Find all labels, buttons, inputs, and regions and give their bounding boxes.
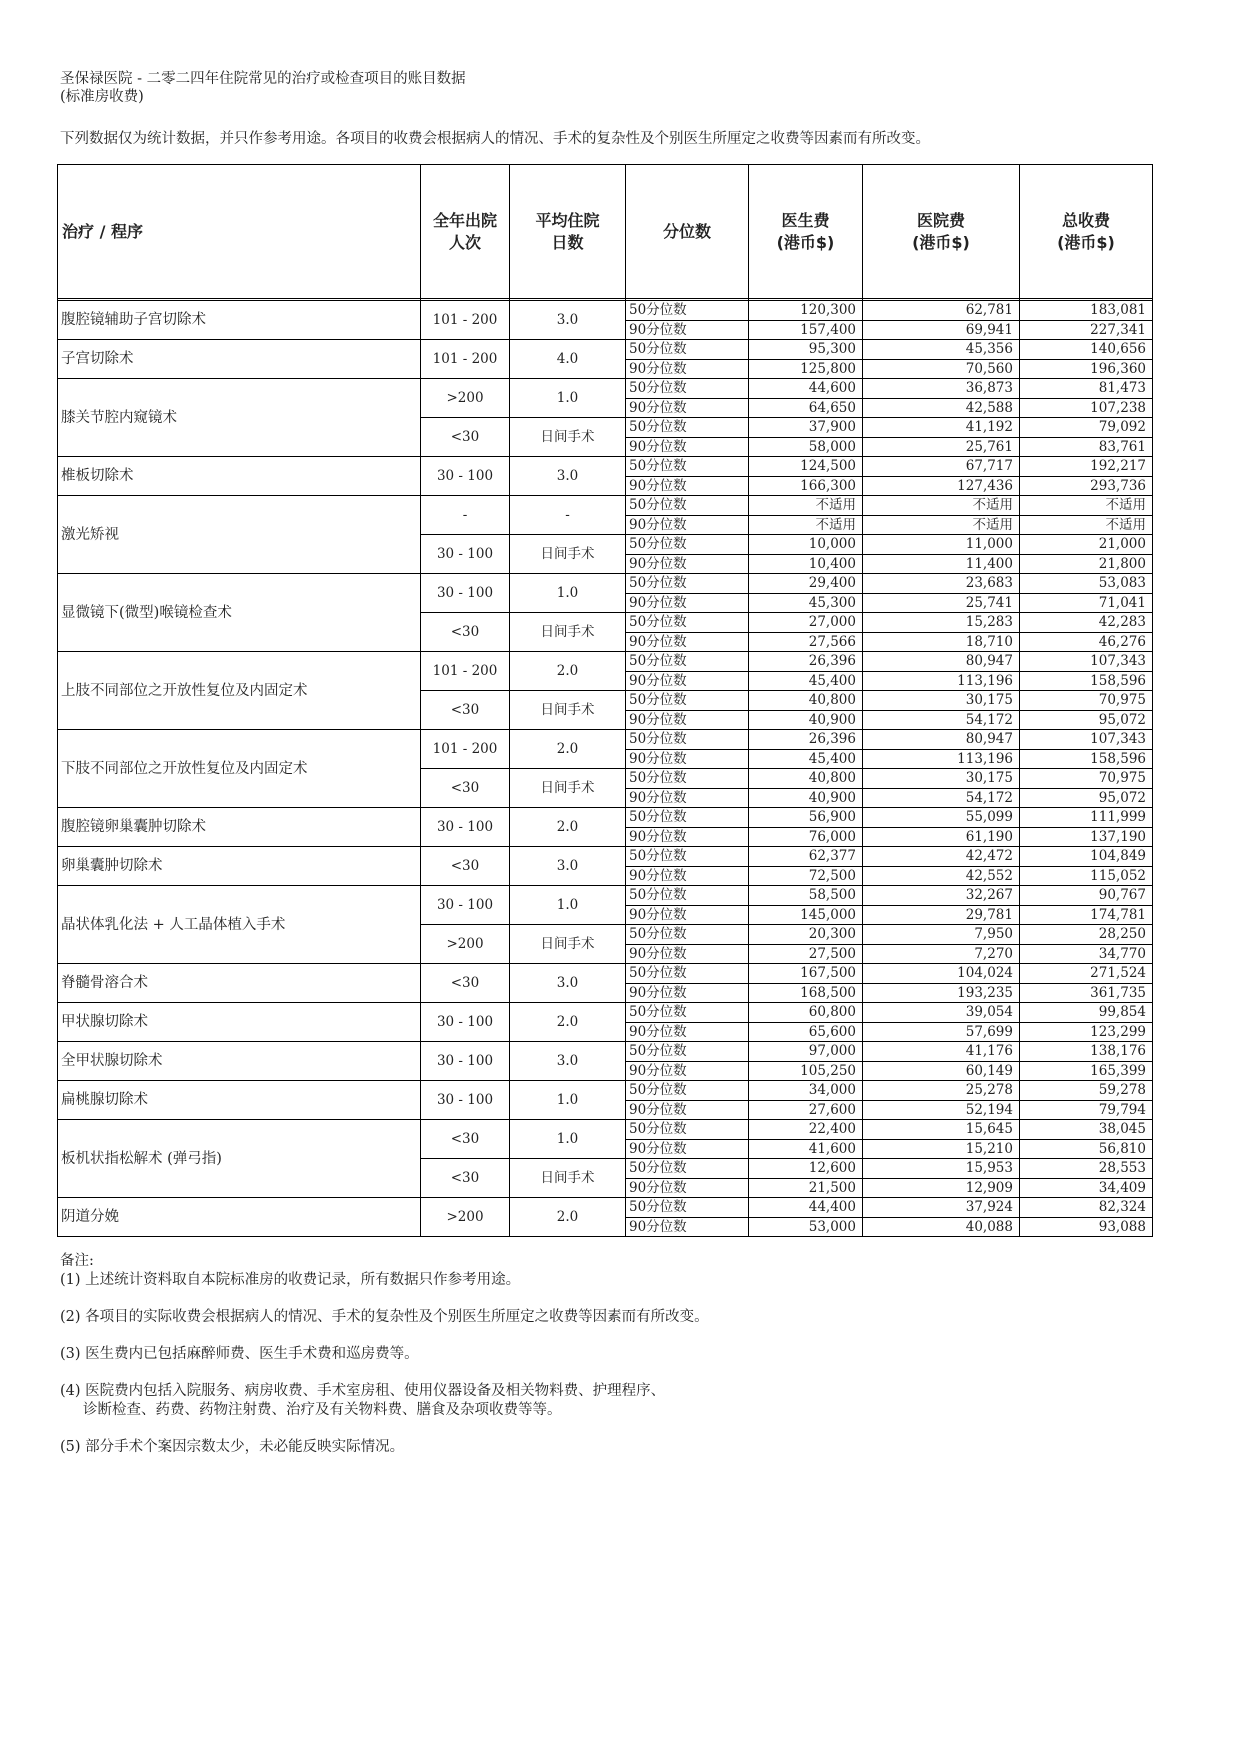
hospital-fee-cell: 42,588 [863, 398, 1020, 418]
procedure-name: 椎板切除术 [58, 457, 421, 496]
hospital-fee-cell: 60,149 [863, 1061, 1020, 1081]
discharges-cell: 30 - 100 [421, 886, 510, 925]
total-fee-cell: 174,781 [1020, 905, 1153, 925]
table-header-row [58, 165, 1153, 299]
percentile-cell: 50分位数 [626, 535, 749, 555]
total-fee-cell: 104,849 [1020, 847, 1153, 867]
doctor-fee-cell: 166,300 [749, 476, 863, 496]
doctor-fee-cell: 29,400 [749, 574, 863, 594]
hospital-fee-cell: 32,267 [863, 886, 1020, 906]
los-cell: 2.0 [510, 730, 626, 769]
percentile-cell: 90分位数 [626, 554, 749, 574]
los-cell: 2.0 [510, 1003, 626, 1042]
hospital-fee-cell: 23,683 [863, 574, 1020, 594]
discharges-cell: <30 [421, 691, 510, 730]
total-fee-cell: 70,975 [1020, 769, 1153, 789]
total-fee-cell: 42,283 [1020, 613, 1153, 633]
doctor-fee-cell: 45,300 [749, 593, 863, 613]
procedure-name: 晶状体乳化法 + 人工晶体植入手术 [58, 886, 421, 964]
col-header-percentile: 分位数 [626, 165, 749, 299]
discharges-cell: 30 - 100 [421, 808, 510, 847]
los-cell: 3.0 [510, 847, 626, 886]
percentile-cell: 50分位数 [626, 496, 749, 516]
percentile-cell: 50分位数 [626, 301, 749, 321]
total-fee-cell: 46,276 [1020, 632, 1153, 652]
intro-text: 下列数据仅为统计数据，并只作参考用途。各项目的收费会根据病人的情况、手术的复杂性及个别医生所厘定之收费等因素而有所改变。 [60, 131, 930, 147]
procedure-name: 全甲状腺切除术 [58, 1042, 421, 1081]
percentile-cell: 50分位数 [626, 886, 749, 906]
los-cell: 日间手术 [510, 418, 626, 457]
table-row [58, 457, 1153, 477]
note-4: (4) 医院费内包括入院服务、病房收费、手术室房租、使用仪器设备及相关物料费、护理程序、 [60, 1383, 666, 1399]
table-row [58, 886, 1153, 906]
discharges-cell: 30 - 100 [421, 1042, 510, 1081]
total-fee-cell: 93,088 [1020, 1217, 1153, 1237]
table-row [58, 964, 1153, 984]
percentile-cell: 50分位数 [626, 1120, 749, 1140]
total-fee-cell: 不适用 [1020, 515, 1153, 535]
total-fee-cell: 34,409 [1020, 1178, 1153, 1198]
note-1: (1) 上述统计资料取自本院标准房的收费记录，所有数据只作参考用途。 [60, 1272, 521, 1288]
percentile-cell: 50分位数 [626, 457, 749, 477]
doctor-fee-cell: 不适用 [749, 496, 863, 516]
hospital-fee-cell: 不适用 [863, 515, 1020, 535]
percentile-cell: 50分位数 [626, 730, 749, 750]
doctor-fee-cell: 105,250 [749, 1061, 863, 1081]
doctor-fee-cell: 27,000 [749, 613, 863, 633]
table-row [58, 301, 1153, 321]
doctor-fee-cell: 27,600 [749, 1100, 863, 1120]
hospital-fee-cell: 127,436 [863, 476, 1020, 496]
hospital-fee-cell: 67,717 [863, 457, 1020, 477]
los-cell: 1.0 [510, 1081, 626, 1120]
hospital-fee-cell: 41,192 [863, 418, 1020, 438]
hospital-fee-cell: 15,645 [863, 1120, 1020, 1140]
doctor-fee-cell: 12,600 [749, 1159, 863, 1179]
los-cell: 3.0 [510, 457, 626, 496]
los-cell: 1.0 [510, 379, 626, 418]
hospital-fee-cell: 30,175 [863, 769, 1020, 789]
procedure-name: 膝关节腔内窥镜术 [58, 379, 421, 457]
percentile-cell: 50分位数 [626, 925, 749, 945]
hospital-fee-cell: 不适用 [863, 496, 1020, 516]
doctor-fee-cell: 26,396 [749, 730, 863, 750]
doctor-fee-cell: 27,566 [749, 632, 863, 652]
doctor-fee-cell: 10,000 [749, 535, 863, 555]
doctor-fee-cell: 120,300 [749, 301, 863, 321]
percentile-cell: 50分位数 [626, 1042, 749, 1062]
percentile-cell: 50分位数 [626, 1159, 749, 1179]
doctor-fee-cell: 37,900 [749, 418, 863, 438]
total-fee-cell: 115,052 [1020, 866, 1153, 886]
doctor-fee-cell: 44,600 [749, 379, 863, 399]
total-fee-cell: 140,656 [1020, 340, 1153, 360]
los-cell: 2.0 [510, 652, 626, 691]
note-4-continued: 诊断检查、药费、药物注射费、治疗及有关物料费、膳食及杂项收费等等。 [83, 1402, 562, 1418]
discharges-cell: - [421, 496, 510, 535]
hospital-fee-cell: 41,176 [863, 1042, 1020, 1062]
los-cell: 日间手术 [510, 691, 626, 730]
total-fee-cell: 271,524 [1020, 964, 1153, 984]
hospital-fee-cell: 25,761 [863, 437, 1020, 457]
discharges-cell: 30 - 100 [421, 535, 510, 574]
hospital-fee-cell: 29,781 [863, 905, 1020, 925]
los-cell: 日间手术 [510, 535, 626, 574]
los-cell: 1.0 [510, 1120, 626, 1159]
los-cell: 1.0 [510, 886, 626, 925]
total-fee-cell: 107,238 [1020, 398, 1153, 418]
hospital-fee-cell: 12,909 [863, 1178, 1020, 1198]
doctor-fee-cell: 145,000 [749, 905, 863, 925]
total-fee-cell: 59,278 [1020, 1081, 1153, 1101]
percentile-cell: 50分位数 [626, 418, 749, 438]
hospital-fee-cell: 25,741 [863, 593, 1020, 613]
percentile-cell: 90分位数 [626, 749, 749, 769]
hospital-fee-cell: 45,356 [863, 340, 1020, 360]
doctor-fee-cell: 21,500 [749, 1178, 863, 1198]
total-fee-cell: 70,975 [1020, 691, 1153, 711]
hospital-fee-cell: 37,924 [863, 1198, 1020, 1218]
total-fee-cell: 34,770 [1020, 944, 1153, 964]
percentile-cell: 50分位数 [626, 652, 749, 672]
percentile-cell: 50分位数 [626, 964, 749, 984]
percentile-cell: 90分位数 [626, 983, 749, 1003]
hospital-fee-cell: 193,235 [863, 983, 1020, 1003]
doctor-fee-cell: 167,500 [749, 964, 863, 984]
discharges-cell: <30 [421, 769, 510, 808]
discharges-cell: >200 [421, 1198, 510, 1237]
total-fee-cell: 90,767 [1020, 886, 1153, 906]
discharges-cell: 30 - 100 [421, 1003, 510, 1042]
hospital-fee-cell: 25,278 [863, 1081, 1020, 1101]
total-fee-cell: 137,190 [1020, 827, 1153, 847]
table-row [58, 1120, 1153, 1140]
table-row [58, 1198, 1153, 1218]
percentile-cell: 90分位数 [626, 944, 749, 964]
percentile-cell: 90分位数 [626, 827, 749, 847]
total-fee-cell: 53,083 [1020, 574, 1153, 594]
discharges-cell: 101 - 200 [421, 652, 510, 691]
note-3: (3) 医生费内已包括麻醉师费、医生手术费和巡房费等。 [60, 1346, 419, 1362]
los-cell: 日间手术 [510, 1159, 626, 1198]
percentile-cell: 50分位数 [626, 574, 749, 594]
hospital-fee-cell: 15,210 [863, 1139, 1020, 1159]
hospital-fee-cell: 11,400 [863, 554, 1020, 574]
percentile-cell: 90分位数 [626, 1022, 749, 1042]
percentile-cell: 90分位数 [626, 671, 749, 691]
hospital-fee-cell: 15,953 [863, 1159, 1020, 1179]
table-row [58, 847, 1153, 867]
hospital-fee-cell: 42,472 [863, 847, 1020, 867]
hospital-fee-cell: 18,710 [863, 632, 1020, 652]
percentile-cell: 50分位数 [626, 1081, 749, 1101]
procedure-name: 激光矫视 [58, 496, 421, 574]
discharges-cell: 101 - 200 [421, 340, 510, 379]
total-fee-cell: 28,250 [1020, 925, 1153, 945]
total-fee-cell: 192,217 [1020, 457, 1153, 477]
percentile-cell: 90分位数 [626, 1217, 749, 1237]
discharges-cell: <30 [421, 418, 510, 457]
percentile-cell: 90分位数 [626, 359, 749, 379]
doctor-fee-cell: 27,500 [749, 944, 863, 964]
total-fee-cell: 196,360 [1020, 359, 1153, 379]
col-header-hospital-fee: 医院费 (港币$) [863, 165, 1020, 299]
los-cell: 4.0 [510, 340, 626, 379]
procedure-name: 腹腔镜卵巢囊肿切除术 [58, 808, 421, 847]
doctor-fee-cell: 62,377 [749, 847, 863, 867]
col-header-procedure: 治疗 / 程序 [58, 165, 421, 299]
percentile-cell: 50分位数 [626, 1198, 749, 1218]
doctor-fee-cell: 40,800 [749, 691, 863, 711]
total-fee-cell: 158,596 [1020, 749, 1153, 769]
procedure-name: 上肢不同部位之开放性复位及内固定术 [58, 652, 421, 730]
doctor-fee-cell: 56,900 [749, 808, 863, 828]
percentile-cell: 90分位数 [626, 1139, 749, 1159]
hospital-fee-cell: 55,099 [863, 808, 1020, 828]
los-cell: - [510, 496, 626, 535]
total-fee-cell: 38,045 [1020, 1120, 1153, 1140]
hospital-fee-cell: 70,560 [863, 359, 1020, 379]
total-fee-cell: 28,553 [1020, 1159, 1153, 1179]
hospital-fee-cell: 15,283 [863, 613, 1020, 633]
doctor-fee-cell: 53,000 [749, 1217, 863, 1237]
hospital-fee-cell: 61,190 [863, 827, 1020, 847]
hospital-fee-cell: 54,172 [863, 788, 1020, 808]
procedure-name: 扁桃腺切除术 [58, 1081, 421, 1120]
total-fee-cell: 81,473 [1020, 379, 1153, 399]
total-fee-cell: 293,736 [1020, 476, 1153, 496]
document-subtitle: (标准房收费) [60, 89, 144, 105]
percentile-cell: 90分位数 [626, 320, 749, 340]
hospital-fee-cell: 7,950 [863, 925, 1020, 945]
los-cell: 3.0 [510, 1042, 626, 1081]
discharges-cell: <30 [421, 613, 510, 652]
total-fee-cell: 107,343 [1020, 652, 1153, 672]
doctor-fee-cell: 34,000 [749, 1081, 863, 1101]
doctor-fee-cell: 124,500 [749, 457, 863, 477]
hospital-fee-cell: 54,172 [863, 710, 1020, 730]
doctor-fee-cell: 10,400 [749, 554, 863, 574]
procedure-name: 显微镜下(微型)喉镜检查术 [58, 574, 421, 652]
doctor-fee-cell: 97,000 [749, 1042, 863, 1062]
percentile-cell: 90分位数 [626, 788, 749, 808]
col-header-discharges: 全年出院 人次 [421, 165, 510, 299]
total-fee-cell: 82,324 [1020, 1198, 1153, 1218]
doctor-fee-cell: 72,500 [749, 866, 863, 886]
hospital-fee-cell: 40,088 [863, 1217, 1020, 1237]
doctor-fee-cell: 26,396 [749, 652, 863, 672]
total-fee-cell: 165,399 [1020, 1061, 1153, 1081]
hospital-fee-cell: 113,196 [863, 749, 1020, 769]
percentile-cell: 50分位数 [626, 340, 749, 360]
total-fee-cell: 56,810 [1020, 1139, 1153, 1159]
doctor-fee-cell: 64,650 [749, 398, 863, 418]
total-fee-cell: 21,800 [1020, 554, 1153, 574]
los-cell: 2.0 [510, 1198, 626, 1237]
los-cell: 日间手术 [510, 769, 626, 808]
notes-section [60, 1252, 709, 1457]
doctor-fee-cell: 44,400 [749, 1198, 863, 1218]
hospital-fee-cell: 52,194 [863, 1100, 1020, 1120]
total-fee-cell: 95,072 [1020, 710, 1153, 730]
percentile-cell: 90分位数 [626, 1100, 749, 1120]
discharges-cell: 30 - 100 [421, 1081, 510, 1120]
percentile-cell: 90分位数 [626, 1061, 749, 1081]
discharges-cell: <30 [421, 1159, 510, 1198]
doctor-fee-cell: 40,900 [749, 710, 863, 730]
hospital-fee-cell: 80,947 [863, 730, 1020, 750]
percentile-cell: 90分位数 [626, 905, 749, 925]
total-fee-cell: 95,072 [1020, 788, 1153, 808]
los-cell: 1.0 [510, 574, 626, 613]
notes-heading: 备注: [60, 1253, 94, 1269]
table-row [58, 652, 1153, 672]
doctor-fee-cell: 76,000 [749, 827, 863, 847]
percentile-cell: 50分位数 [626, 691, 749, 711]
table-row [58, 1042, 1153, 1062]
discharges-cell: >200 [421, 379, 510, 418]
doctor-fee-cell: 40,800 [749, 769, 863, 789]
table-row [58, 496, 1153, 516]
percentile-cell: 90分位数 [626, 632, 749, 652]
hospital-fee-cell: 69,941 [863, 320, 1020, 340]
hospital-fee-cell: 11,000 [863, 535, 1020, 555]
discharges-cell: >200 [421, 925, 510, 964]
los-cell: 3.0 [510, 301, 626, 340]
table-row [58, 340, 1153, 360]
fee-table-body [58, 299, 1153, 1237]
table-row [58, 574, 1153, 594]
doctor-fee-cell: 不适用 [749, 515, 863, 535]
doctor-fee-cell: 125,800 [749, 359, 863, 379]
total-fee-cell: 138,176 [1020, 1042, 1153, 1062]
hospital-fee-cell: 104,024 [863, 964, 1020, 984]
doctor-fee-cell: 58,500 [749, 886, 863, 906]
discharges-cell: <30 [421, 847, 510, 886]
percentile-cell: 90分位数 [626, 866, 749, 886]
hospital-fee-cell: 7,270 [863, 944, 1020, 964]
hospital-fee-cell: 39,054 [863, 1003, 1020, 1023]
doctor-fee-cell: 58,000 [749, 437, 863, 457]
hospital-fee-cell: 62,781 [863, 301, 1020, 321]
doctor-fee-cell: 168,500 [749, 983, 863, 1003]
table-row [58, 379, 1153, 399]
doctor-fee-cell: 41,600 [749, 1139, 863, 1159]
procedure-name: 板机状指松解术 (弹弓指) [58, 1120, 421, 1198]
los-cell: 日间手术 [510, 613, 626, 652]
discharges-cell: <30 [421, 1120, 510, 1159]
doctor-fee-cell: 22,400 [749, 1120, 863, 1140]
procedure-name: 下肢不同部位之开放性复位及内固定术 [58, 730, 421, 808]
percentile-cell: 50分位数 [626, 379, 749, 399]
percentile-cell: 90分位数 [626, 476, 749, 496]
total-fee-cell: 21,000 [1020, 535, 1153, 555]
note-5: (5) 部分手术个案因宗数太少，未必能反映实际情况。 [60, 1439, 405, 1455]
hospital-fee-cell: 36,873 [863, 379, 1020, 399]
discharges-cell: 101 - 200 [421, 730, 510, 769]
doctor-fee-cell: 45,400 [749, 671, 863, 691]
table-row [58, 730, 1153, 750]
doctor-fee-cell: 40,900 [749, 788, 863, 808]
procedure-name: 脊髓骨溶合术 [58, 964, 421, 1003]
los-cell: 日间手术 [510, 925, 626, 964]
hospital-fee-cell: 113,196 [863, 671, 1020, 691]
procedure-name: 子宫切除术 [58, 340, 421, 379]
los-cell: 3.0 [510, 964, 626, 1003]
total-fee-cell: 361,735 [1020, 983, 1153, 1003]
doctor-fee-cell: 95,300 [749, 340, 863, 360]
total-fee-cell: 71,041 [1020, 593, 1153, 613]
percentile-cell: 50分位数 [626, 847, 749, 867]
total-fee-cell: 123,299 [1020, 1022, 1153, 1042]
document-title: 圣保禄医院 - 二零二四年住院常见的治疗或检查项目的账目数据 [60, 71, 466, 87]
hospital-fee-cell: 42,552 [863, 866, 1020, 886]
fee-table [57, 164, 1153, 1237]
percentile-cell: 50分位数 [626, 1003, 749, 1023]
percentile-cell: 90分位数 [626, 710, 749, 730]
total-fee-cell: 83,761 [1020, 437, 1153, 457]
los-cell: 2.0 [510, 808, 626, 847]
total-fee-cell: 79,092 [1020, 418, 1153, 438]
discharges-cell: <30 [421, 964, 510, 1003]
col-header-total-fee: 总收费 (港币$) [1020, 165, 1153, 299]
total-fee-cell: 183,081 [1020, 301, 1153, 321]
procedure-name: 甲状腺切除术 [58, 1003, 421, 1042]
total-fee-cell: 不适用 [1020, 496, 1153, 516]
discharges-cell: 30 - 100 [421, 574, 510, 613]
total-fee-cell: 227,341 [1020, 320, 1153, 340]
percentile-cell: 50分位数 [626, 808, 749, 828]
procedure-name: 卵巢囊肿切除术 [58, 847, 421, 886]
percentile-cell: 90分位数 [626, 437, 749, 457]
table-row [58, 1003, 1153, 1023]
table-row [58, 808, 1153, 828]
procedure-name: 阴道分娩 [58, 1198, 421, 1237]
total-fee-cell: 158,596 [1020, 671, 1153, 691]
percentile-cell: 50分位数 [626, 769, 749, 789]
procedure-name: 腹腔镜辅助子宫切除术 [58, 301, 421, 340]
hospital-fee-cell: 57,699 [863, 1022, 1020, 1042]
discharges-cell: 101 - 200 [421, 301, 510, 340]
hospital-fee-cell: 30,175 [863, 691, 1020, 711]
percentile-cell: 90分位数 [626, 515, 749, 535]
percentile-cell: 90分位数 [626, 1178, 749, 1198]
percentile-cell: 90分位数 [626, 398, 749, 418]
doctor-fee-cell: 65,600 [749, 1022, 863, 1042]
doctor-fee-cell: 45,400 [749, 749, 863, 769]
hospital-fee-cell: 80,947 [863, 652, 1020, 672]
total-fee-cell: 111,999 [1020, 808, 1153, 828]
col-header-los: 平均住院 日数 [510, 165, 626, 299]
doctor-fee-cell: 157,400 [749, 320, 863, 340]
col-header-doctor-fee: 医生费 (港币$) [749, 165, 863, 299]
total-fee-cell: 107,343 [1020, 730, 1153, 750]
percentile-cell: 90分位数 [626, 593, 749, 613]
doctor-fee-cell: 20,300 [749, 925, 863, 945]
note-2: (2) 各项目的实际收费会根据病人的情况、手术的复杂性及个别医生所厘定之收费等因素而有所改变。 [60, 1309, 709, 1325]
percentile-cell: 50分位数 [626, 613, 749, 633]
total-fee-cell: 79,794 [1020, 1100, 1153, 1120]
table-row [58, 1081, 1153, 1101]
doctor-fee-cell: 60,800 [749, 1003, 863, 1023]
total-fee-cell: 99,854 [1020, 1003, 1153, 1023]
discharges-cell: 30 - 100 [421, 457, 510, 496]
